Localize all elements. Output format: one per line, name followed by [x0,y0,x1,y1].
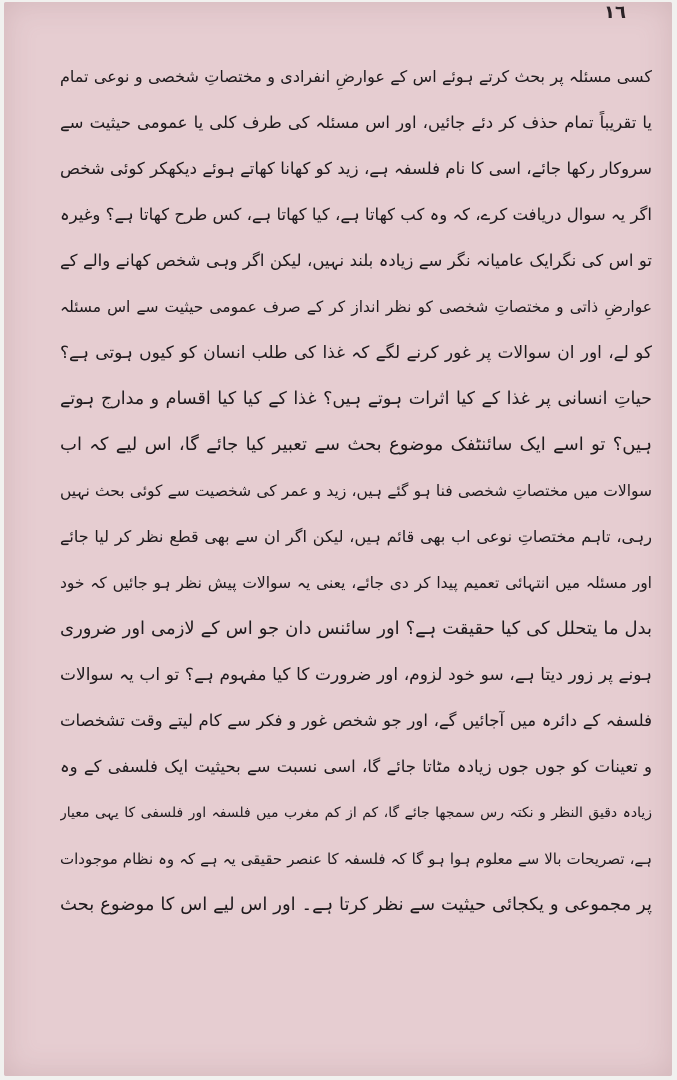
text-line: یا تقریباً تمام حذف کر دئے جائیں، اور اس مسئلہ کی طرف کلی یا عمومی حیثیت سے [60,113,652,132]
text-line: کسی مسئلہ پر بحث کرتے ہوئے اس کے عوارضِ انفرادی و مختصاتِ شخصی و نوعی تمام [60,67,652,86]
text-line: زیادہ دقیق النظر و نکتہ رس سمجھا جائے گا، کم از کم مغرب میں فلسفہ اور فلسفی کا یہی معیار [60,805,652,821]
text-line: و تعینات کو جوں جوں زیادہ مٹاتا جائے گا، اسی نسبت سے بحیثیت ایک فلسفی کے وہ [60,757,652,776]
text-line: رہی، تاہم مختصاتِ نوعی اب بھی قائم ہیں، لیکن اگر ان سے بھی قطع نظر کر لیا جائے [60,527,652,546]
text-line: فلسفہ کے دائرہ میں آجائیں گے، اور جو شخص غور و فکر سے کام لیتے وقت تشخصات [60,711,652,730]
text-line: کو لے، اور ان سوالات پر غور کرنے لگے کہ غذا کی طلب انسان کو کیوں ہوتی ہے؟ [60,343,652,363]
text-line: اگر یہ سوال دریافت کرے، کہ وہ کب کھاتا ہے، کیا کھاتا ہے، کس طرح کھاتا ہے؟ وغیرہ [60,205,652,224]
text-line: سوالات میں مختصاتِ شخصی فنا ہو گئے ہیں، زید و عمر کی شخصیت سے کوئی بحث نہیں [60,482,652,500]
text-line: پر مجموعی و یکجائی حیثیت سے نظر کرتا ہے۔ اور اس لیے اس کا موضوع بحث [60,894,652,915]
text-line: ہیں؟ تو اسے ایک سائنٹفک موضوع بحث سے تعبیر کیا جائے گا، اس لیے کہ اب [60,434,652,455]
text-line: عوارضِ ذاتی و مختصاتِ شخصی کو نظر انداز کر کے صرف عمومی حیثیت سے اس مسئلہ [60,298,652,316]
manuscript-page [4,2,672,1076]
text-line: حیاتِ انسانی پر غذا کے کیا اثرات ہوتے ہیں؟ غذا کے کیا کیا اقسام و مدارج ہوتے [60,389,652,409]
text-line: تو اس کی نگرایک عامیانہ نگر سے زیادہ بلند نہیں، لیکن اگر وہی شخص کھانے والے کے [60,251,652,270]
text-line: اور مسئلہ میں انتہائی تعمیم پیدا کر دی جائے، یعنی یہ سوالات پیش نظر ہو جائیں کہ خود [60,574,652,592]
text-line: بدل ما یتحلل کی کیا حقیقت ہے؟ اور سائنس دان جو اس کے لازمی اور ضروری [60,618,652,639]
page-number: ١٦ [604,2,626,23]
text-line: سروکار رکھا جائے، اسی کا نام فلسفہ ہے، زید کو کھانا کھاتے ہوئے دیکھکر کوئی شخص [60,159,652,178]
text-line: ہے، تصریحات بالا سے معلوم ہوا ہو گا کہ فلسفہ کا عنصر حقیقی یہ ہے کہ وہ نظام موجودات [60,850,652,868]
body-text [60,54,652,928]
text-line: ہونے پر زور دیتا ہے، سو خود لزوم، اور ضرورت کا کیا مفہوم ہے؟ تو اب یہ سوالات [60,665,652,685]
